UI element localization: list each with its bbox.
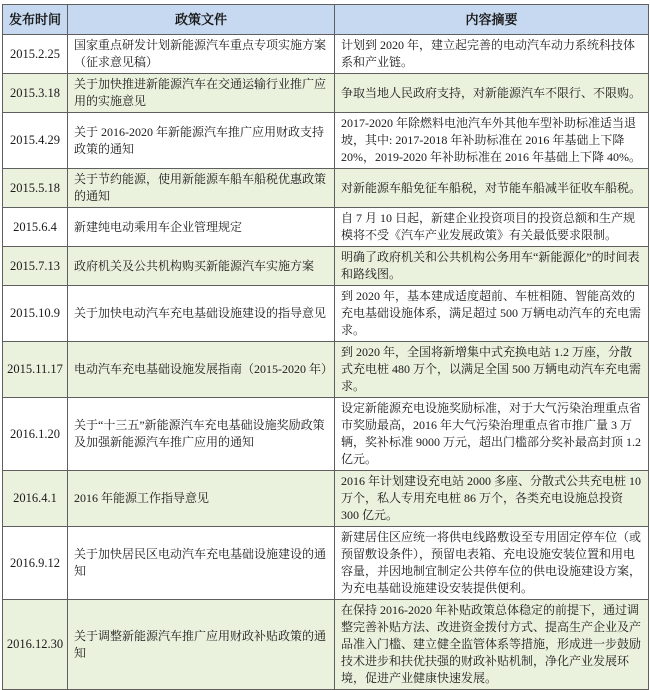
policy-title-cell: 关于“十三五”新能源汽车充电基础设施奖励政策及加强新能源汽车推广应用的通知 [68, 398, 335, 471]
date-cell: 2015.7.13 [3, 247, 68, 286]
summary-cell: 自 7 月 10 日起，新建企业投资项目的投资总额和生产规模将不受《汽车产业发展政策》有关最低要求限制。 [335, 208, 649, 247]
table-row [3, 208, 649, 247]
policy-title-cell: 关于 2016-2020 年新能源汽车推广应用财政支持政策的通知 [68, 113, 335, 169]
table-row [3, 74, 649, 113]
policy-title-cell: 2016 年能源工作指导意见 [68, 471, 335, 527]
policy-title-cell: 关于加快居民区电动汽车充电基础设施建设的通知 [68, 527, 335, 600]
policy-title-cell: 电动汽车充电基础设施发展指南（2015-2020 年） [68, 342, 335, 398]
summary-cell: 争取当地人民政府支持，对新能源汽车不限行、不限购。 [335, 74, 649, 113]
table-row [3, 113, 649, 169]
table-row [3, 527, 649, 600]
summary-cell: 明确了政府机关和公共机构公务用车“新能源化”的时间表和路线图。 [335, 247, 649, 286]
table-row [3, 35, 649, 74]
table-header [3, 5, 649, 35]
policy-title-cell: 政府机关及公共机构购买新能源汽车实施方案 [68, 247, 335, 286]
table-row [3, 600, 649, 690]
summary-cell: 2016 年计划建设充电站 2000 多座、分散式公共充电桩 10 万个，私人专用充电桩 86 万个，各类充电设施总投资 300 亿元。 [335, 471, 649, 527]
summary-cell: 设定新能源充电设施奖励标准，对于大气污染治理重点省市奖励最高，2016 年大气污染治理重点省市推广量 3 万辆，奖补标准 9000 万元，超出门槛部分奖补最高封顶 1.2 亿元。 [335, 398, 649, 471]
table-row [3, 398, 649, 471]
summary-cell: 新建居住区应统一将供电线路敷设至专用固定停车位（或预留敷设条件），预留电表箱、充电设施安装位置和用电容量，并因地制宜制定公共停车位的供电设施建设方案，为充电基础设施建设安装提供便利。 [335, 527, 649, 600]
table-row [3, 342, 649, 398]
date-cell: 2015.4.29 [3, 113, 68, 169]
table-row [3, 169, 649, 208]
policy-title-cell: 关于加快推进新能源汽车在交通运输行业推广应用的实施意见 [68, 74, 335, 113]
date-cell: 2015.11.17 [3, 342, 68, 398]
date-cell: 2015.6.4 [3, 208, 68, 247]
header-publish-date: 发布时间 [3, 5, 68, 35]
table-row [3, 247, 649, 286]
policy-title-cell: 新建纯电动乘用车企业管理规定 [68, 208, 335, 247]
summary-cell: 到 2020 年，基本建成适度超前、车桩相随、智能高效的充电基础设施体系，满足超过 500 万辆电动汽车的充电需求。 [335, 286, 649, 342]
summary-cell: 对新能源车船免征车船税，对节能车船减半征收车船税。 [335, 169, 649, 208]
date-cell: 2015.5.18 [3, 169, 68, 208]
table-row [3, 471, 649, 527]
date-cell: 2016.1.20 [3, 398, 68, 471]
header-policy-document: 政策文件 [68, 5, 335, 35]
date-cell: 2016.12.30 [3, 600, 68, 690]
date-cell: 2016.4.1 [3, 471, 68, 527]
summary-cell: 计划到 2020 年，建立起完善的电动汽车动力系统科技体系和产业链。 [335, 35, 649, 74]
date-cell: 2015.10.9 [3, 286, 68, 342]
policy-title-cell: 关于加快电动汽车充电基础设施建设的指导意见 [68, 286, 335, 342]
summary-cell: 在保持 2016-2020 年补贴政策总体稳定的前提下，通过调整完善补贴方法、改进资金拨付方式、提高生产企业及产品准入门槛、建立健全监管体系等措施，形成进一步鼓励技术进步和扶优扶强的财政补贴机制，净化产业发展环境，促进产业健康快速发展。 [335, 600, 649, 690]
policy-title-cell: 关于节约能源，使用新能源车船车船税优惠政策的通知 [68, 169, 335, 208]
summary-cell: 到 2020 年，全国将新增集中式充换电站 1.2 万座，分散式充电桩 480 万个，以满足全国 500 万辆电动汽车充电需求。 [335, 342, 649, 398]
policy-title-cell: 关于调整新能源汽车推广应用财政补贴政策的通知 [68, 600, 335, 690]
date-cell: 2015.3.18 [3, 74, 68, 113]
summary-cell: 2017-2020 年除燃料电池汽车外其他车型补助标准适当退坡，其中: 2017-2018 年补助标准在 2016 年基础上下降 20%，2019-2020 年补助标准在 2016 年基础上下降 40%。 [335, 113, 649, 169]
date-cell: 2016.9.12 [3, 527, 68, 600]
date-cell: 2015.2.25 [3, 35, 68, 74]
policy-table [2, 4, 649, 690]
header-row [3, 5, 649, 35]
header-content-summary: 内容摘要 [335, 5, 649, 35]
table-body [3, 35, 649, 690]
table-row [3, 286, 649, 342]
policy-title-cell: 国家重点研发计划新能源汽车重点专项实施方案（征求意见稿） [68, 35, 335, 74]
